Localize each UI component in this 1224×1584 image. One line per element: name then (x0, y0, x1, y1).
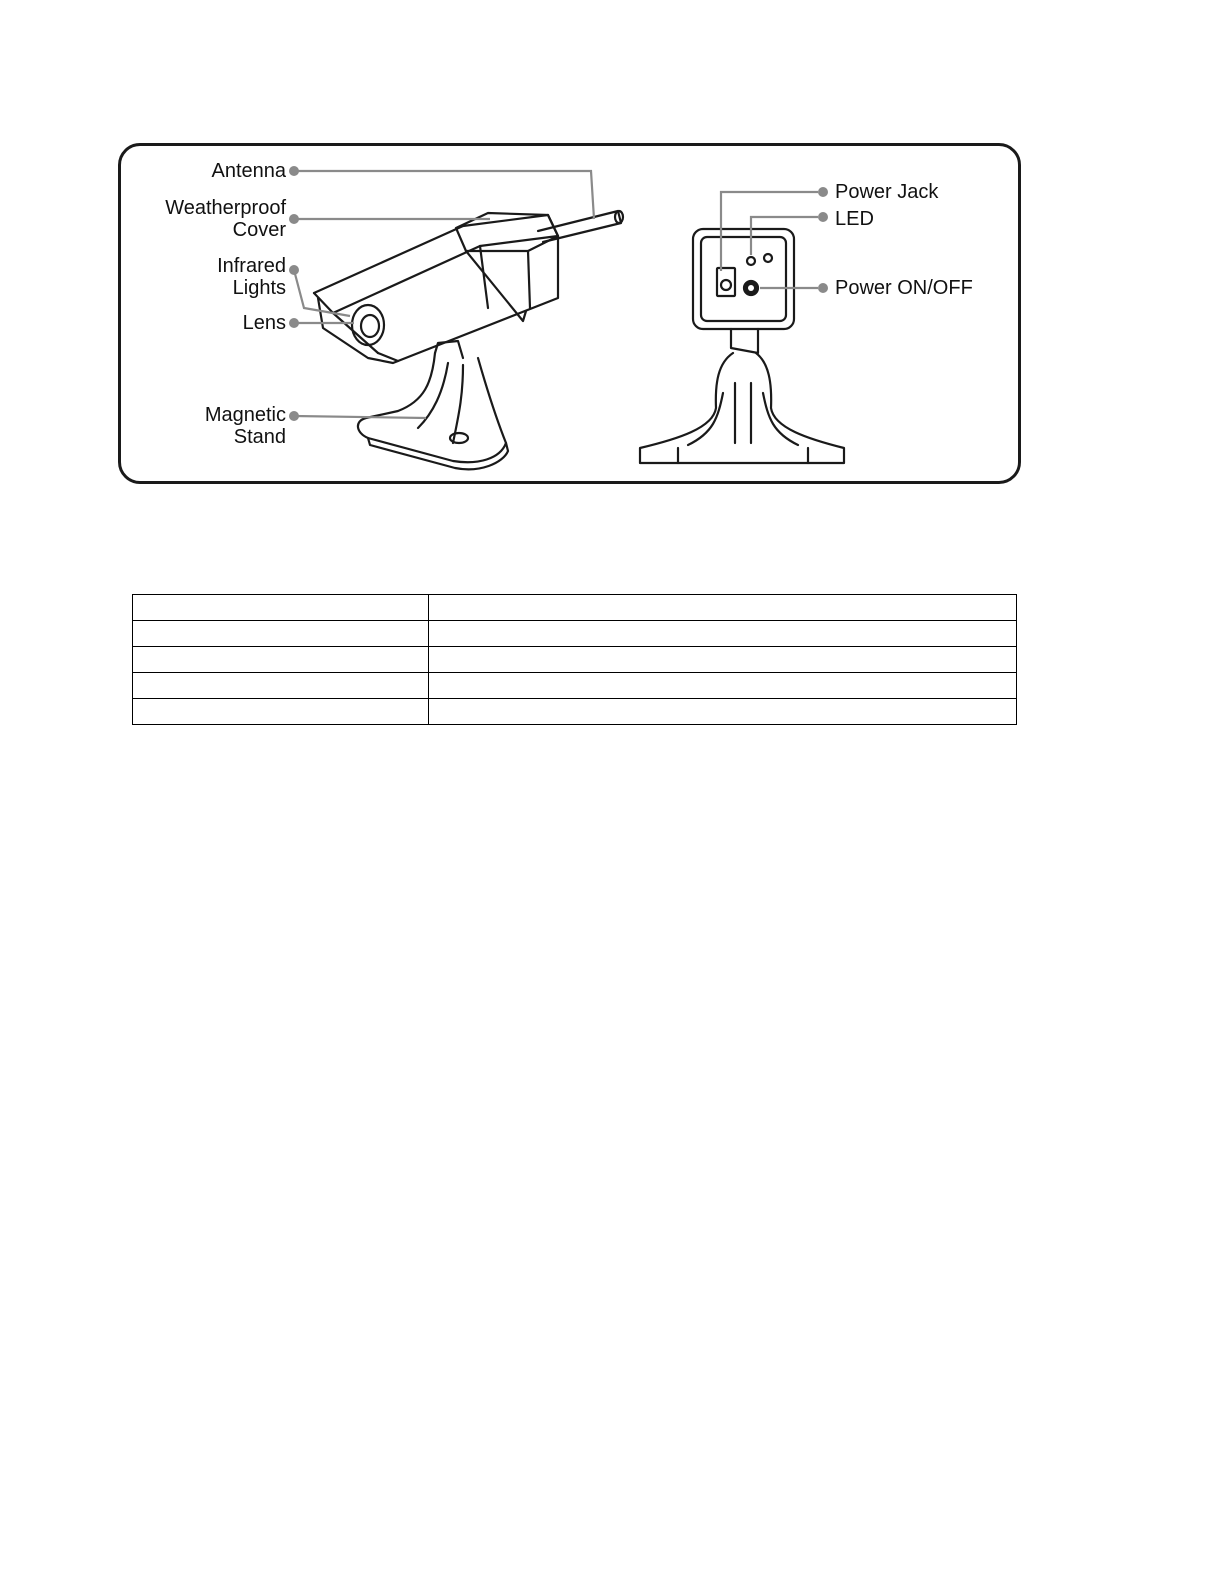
table-cell (133, 673, 429, 699)
spec-table (132, 594, 1017, 725)
table-cell (429, 699, 1017, 725)
table-cell (133, 647, 429, 673)
table-cell (429, 673, 1017, 699)
label-power-switch: Power ON/OFF (835, 277, 973, 299)
table-cell (133, 595, 429, 621)
label-led: LED (835, 208, 874, 230)
table-row (133, 595, 1017, 621)
label-infrared-line1: Infrared (217, 255, 286, 277)
label-infrared-lights (217, 255, 286, 299)
table-row (133, 621, 1017, 647)
table-cell (429, 621, 1017, 647)
callout-power-jack (721, 192, 818, 271)
label-weatherproof-line2: Cover (232, 219, 286, 241)
table-row (133, 673, 1017, 699)
table-cell (133, 699, 429, 725)
callout-antenna (294, 171, 594, 219)
table-row (133, 699, 1017, 725)
label-antenna: Antenna (211, 160, 286, 182)
label-weatherproof-line1: Weatherproof (165, 197, 286, 219)
label-magnetic-stand (205, 404, 286, 448)
lens-ring (352, 305, 384, 345)
table-cell (429, 647, 1017, 673)
label-magnetic-line1: Magnetic (204, 404, 286, 426)
camera-back-view (693, 229, 794, 329)
magnetic-stand-right (640, 329, 844, 463)
label-weatherproof-cover (165, 197, 286, 241)
table-cell (429, 595, 1017, 621)
table-cell (133, 621, 429, 647)
label-infrared-line2: Lights (232, 277, 286, 299)
table-row (133, 647, 1017, 673)
label-magnetic-line2: Stand (233, 426, 286, 448)
callout-magnetic (294, 416, 426, 418)
label-lens: Lens (242, 312, 286, 334)
camera-body (314, 215, 558, 363)
label-power-jack: Power Jack (835, 181, 939, 203)
